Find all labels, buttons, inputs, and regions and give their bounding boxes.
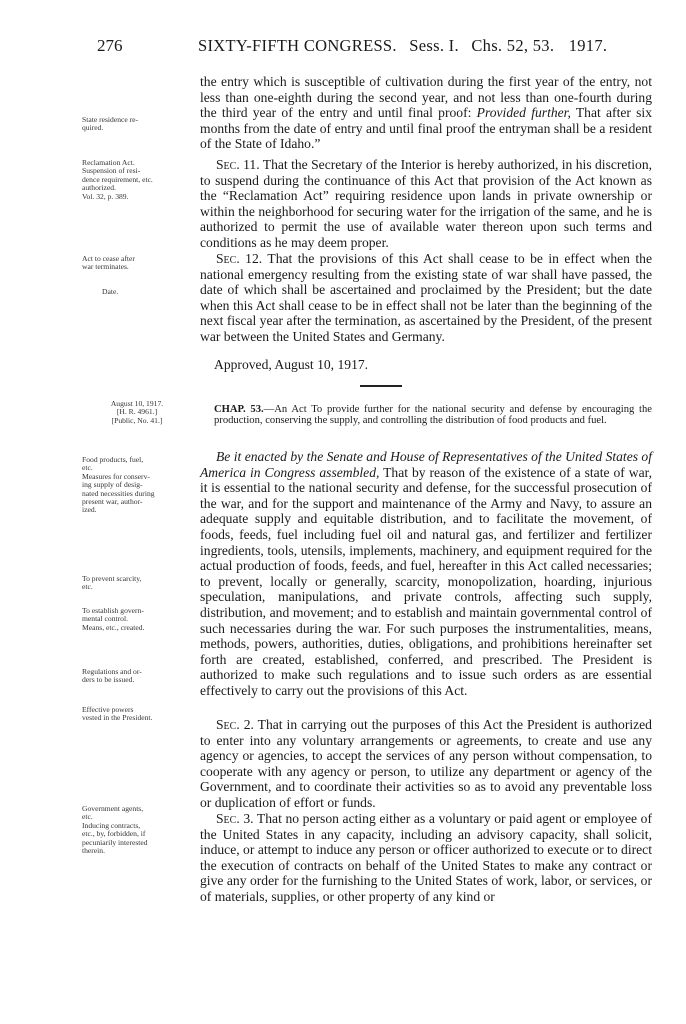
congress-title: SIXTY-FIFTH CONGRESS. — [198, 36, 397, 55]
running-header — [0, 36, 686, 60]
year-label: 1917. — [568, 36, 608, 55]
continuation-text-2: That after six months from the date of entry and until final proof the entryman shall be a resident of the State of Idaho.” — [200, 105, 653, 152]
chapters-label: Chs. 52, 53. — [471, 36, 555, 55]
session-label: Sess. I. — [409, 36, 459, 55]
approval-line: Approved, August 10, 1917. — [214, 357, 369, 372]
section-11-label: Sec. 11. — [216, 157, 260, 172]
section-3-text: That no person acting either as a voluntary or paid agent or employee of the United States in any capacity, including an advisory capacity, shall solicit, induce, or attempt to induce any person or officer authorized to execute or to direct the execution of contracts on behalf of the United States to make any contract or give any order for the furnishing to the United States of work, labor, or services, or of materials, supplies, or other property of any kind or — [200, 811, 652, 904]
section-11 — [200, 157, 652, 251]
margin-note-state-residence: State residence re- quired. — [82, 115, 139, 133]
margin-note-scarcity: To prevent scarcity, etc. — [82, 574, 142, 592]
section-12 — [200, 251, 652, 345]
enacting-clause: Be it enacted by the Senate and House of Representatives of the United States of America in Congress assembled, — [200, 449, 652, 480]
continuation-text-1: the entry which is susceptible of cultivation during the first year of the entry, not less than one-eighth during the second year, and not less than one-fourth during the third year of the entry and until final proof: — [200, 74, 652, 121]
margin-note-reclamation: Reclamation Act. Suspension of resi- dence requirement, etc. authorized. Vol. 32, p. 389. — [82, 158, 153, 201]
chapter-number: CHAP. 53. — [214, 404, 264, 415]
enacting-section — [200, 449, 652, 699]
section-2-text: That in carrying out the purposes of this Act the President is authorized to enter into any voluntary arrangements or agreements, to create and use any agency or agencies, to accept the services of any person without compensation, to cooperate with any agency or person, to utilize any department or agency of the Government, and to coordinate their activities so as to avoid any preventable loss or duplication of effort or funds. — [200, 717, 652, 810]
margin-note-regulations: Regulations and or- ders to be issued. — [82, 667, 142, 685]
section-12-label: Sec. 12. — [216, 251, 263, 266]
section-3 — [200, 811, 652, 905]
chapter-title: —An Act To provide further for the national security and defense by encouraging the production, conserving the supply, and controlling the distribution of food products and fuel. — [214, 404, 652, 427]
section-11-text: That the Secretary of the Interior is hereby authorized, in his discretion, to suspend during the continuance of this Act that provision of the Act known as the “Reclamation Act” requiring residence upon lands in private ownership or within the neighborhood for securing water for the irrigation of the same, and he is authorized to permit the use of available water thereon upon such terms and conditions as he may deem proper. — [200, 157, 653, 250]
margin-note-bill-info: August 10, 1917. [H. R. 4961.] [Public, No. 41.] — [110, 399, 164, 425]
page-number: 276 — [97, 36, 123, 55]
continuation-paragraph — [200, 74, 652, 152]
margin-note-food-products: Food products, fuel, etc. Measures for conserv- ing supply of desig- nated necessities during present war, author- ized. — [82, 455, 155, 515]
section-2 — [200, 717, 652, 811]
running-head-title — [198, 36, 607, 56]
section-divider — [360, 385, 402, 387]
margin-note-act-cease: Act to cease after war terminates. — [82, 254, 135, 272]
enacting-text: That by reason of the existence of a state of war, it is essential to the national security and defense, for the successful prosecution of the war, and for the support and maintenance of the Army and Navy, to assure an adequate supply and equitable distribution, and to facilitate the movement, of foods, feeds, fuel including fuel oil and natural gas, and fertilizer and fertilizer ingredients, tools, utensils, implements, machinery, and equipment required for the actual production of foods, feeds, and fuel, hereafter in this Act called necessaries; to prevent, locally or generally, scarcity, monopolization, hoarding, injurious speculation, manipulations, and private controls, affecting such supply, distribution, and movement; and to establish and maintain governmental control of such necessaries during the war. For such purposes the instrumentalities, means, methods, powers, authorities, duties, obligations, and prohibitions hereinafter set forth are created, established, conferred, and prescribed. The President is authorized to make such regulations and to issue such orders as are essential effectively to carry out the provisions of this Act. — [200, 464, 652, 698]
section-2-label: Sec. 2. — [216, 717, 254, 732]
margin-note-date: Date. — [102, 287, 119, 296]
margin-note-government-agents: Government agents, etc. Inducing contracts, etc., by, forbidden, if pecuniarily interested therein. — [82, 804, 148, 856]
chapter-53-heading — [214, 404, 652, 426]
section-12-text: That the provisions of this Act shall cease to be in effect when the national emergency resulting from the existing state of war shall have passed, the date of which shall be ascertained and proclaimed by the President; but the date when this Act shall cease to be in effect shall not be later than the beginning of the next fiscal year after the termination, as ascertained by the President, of the present war between the United States and Germany. — [200, 251, 652, 344]
margin-note-governmental-control: To establish govern- mental control. Means, etc., created. — [82, 606, 145, 632]
proviso-text: Provided further, — [476, 105, 571, 121]
margin-note-effective-powers: Effective powers vested in the President. — [82, 705, 153, 723]
section-3-label: Sec. 3. — [216, 811, 254, 826]
